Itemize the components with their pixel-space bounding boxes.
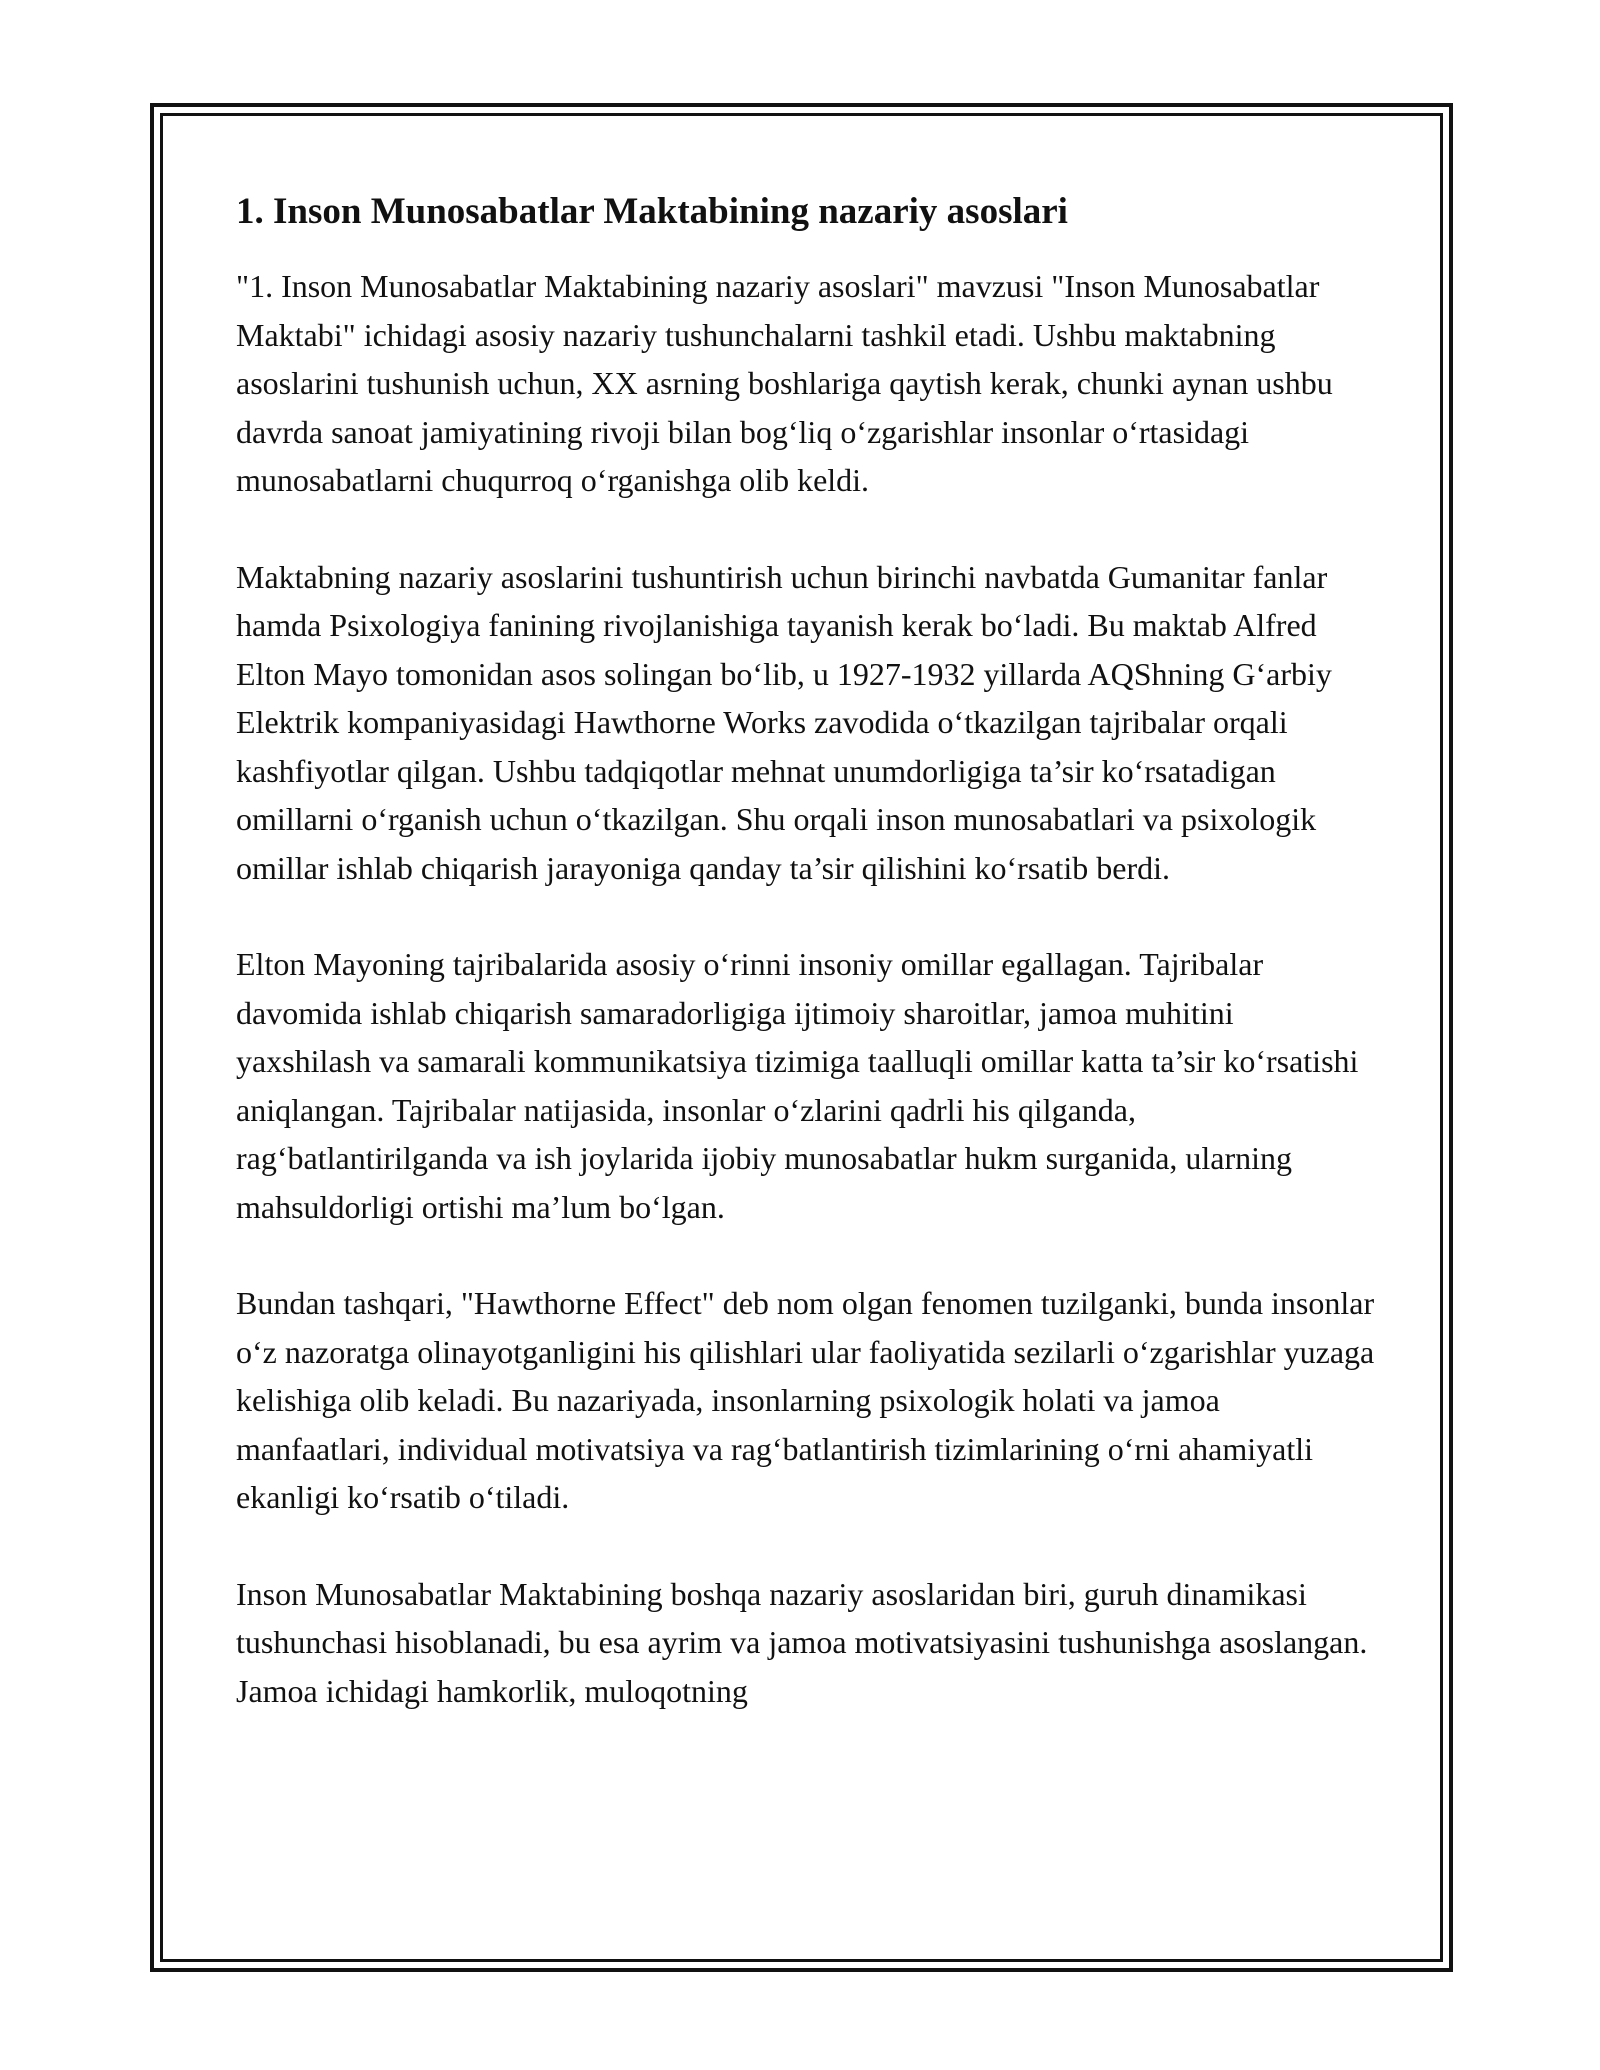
paragraph-5: Inson Munosabatlar Maktabining boshqa nazariy asoslaridan biri, guruh dinamikasi tushunchasi hisoblanadi, bu esa ayrim va jamoa motivatsiyasini tushunishga asoslangan. Jamoa ichidagi hamkorlik, muloqotning — [236, 1575, 1368, 1709]
paragraph-3: Elton Mayoning tajribalarida asosiy o‘rinni insoniy omillar egallagan. Tajribalar davomida ishlab chiqarish samaradorligiga ijtimoiy sharoitlar, jamoa muhitini yaxshilash va samarali kommunikatsiya tizimiga taalluqli omillar katta ta’sir ko‘rsatishi aniqlangan. Tajribalar natijasida, insonlar o‘zlarini qadrli his qilganda, rag‘batlantirilganda va ish joylarida ijobiy munosabatlar hukm surganida, ularning mahsuldorligi ortishi ma’lum bo‘lgan. — [236, 946, 1359, 1225]
section-heading: 1. Inson Munosabatlar Maktabining nazariy asoslari — [236, 191, 1068, 232]
paragraph-1: "1. Inson Munosabatlar Maktabining nazariy asoslari" mavzusi "Inson Munosabatlar Maktabi" ichidagi asosiy nazariy tushunchalarni tashkil etadi. Ushbu maktabning asoslarini tushunish uchun, XX asrning boshlariga qaytish kerak, chunki aynan ushbu davrda sanoat jamiyatining rivoji bilan bog‘liq o‘zgarishlar insonlar o‘rtasidagi munosabatlarni chuqurroq o‘rganishga olib keldi. — [236, 268, 1333, 498]
paragraph-4: Bundan tashqari, "Hawthorne Effect" deb nom olgan fenomen tuzilganki, bunda insonlar o‘z nazoratga olinayotganligini his qilishlari ular faoliyatida sezilarli o‘zgarishlar yuzaga kelishiga olib keladi. Bu nazariyada, insonlarning psixologik holati va jamoa manfaatlari, individual motivatsiya va rag‘batlantirish tizimlarining o‘rni ahamiyatli ekanligi ko‘rsatib o‘tiladi. — [236, 1285, 1375, 1515]
paragraph-2: Maktabning nazariy asoslarini tushuntirish uchun birinchi navbatda Gumanitar fanlar hamda Psixologiya fanining rivojlanishiga tayanish kerak bo‘ladi. Bu maktab Alfred Elton Mayo tomonidan asos solingan bo‘lib, u 1927-1932 yillarda AQShning G‘arbiy Elektrik kompaniyasidagi Hawthorne Works zavodida o‘tkazilgan tajribalar orqali kashfiyotlar qilgan. Ushbu tadqiqotlar mehnat unumdorligiga ta’sir ko‘rsatadigan omillarni o‘rganish uchun o‘tkazilgan. Shu orqali inson munosabatlari va psixologik omillar ishlab chiqarish jarayoniga qanday ta’sir qilishini ko‘rsatib berdi. — [236, 558, 1332, 886]
document-body — [236, 188, 1376, 1763]
